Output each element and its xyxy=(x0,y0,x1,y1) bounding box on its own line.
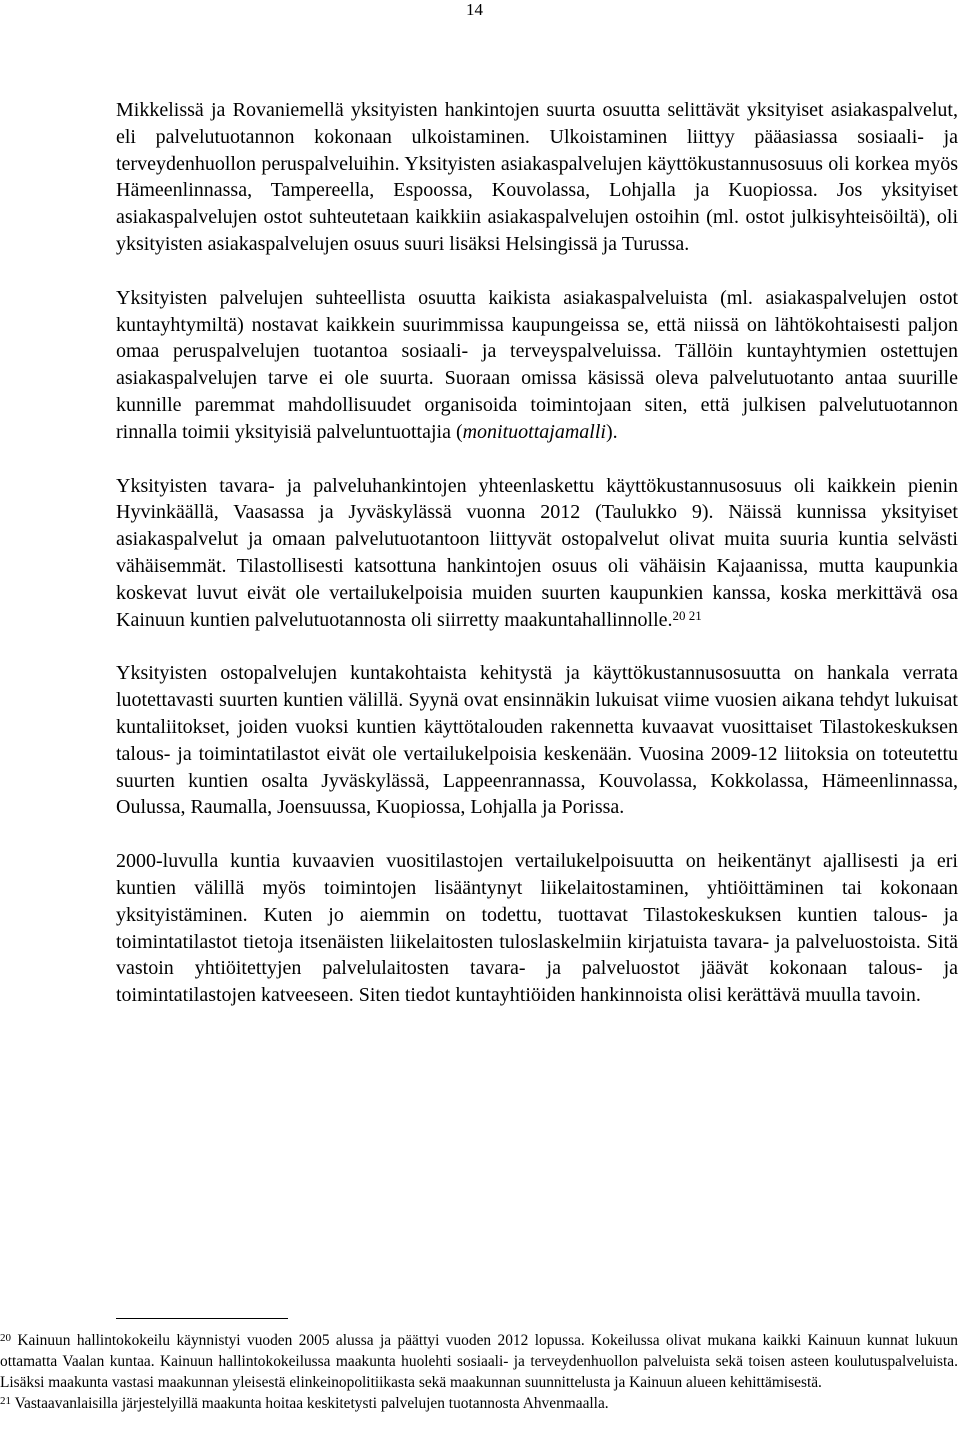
paragraph xyxy=(116,97,958,258)
footnote-marker: 21 xyxy=(0,1395,11,1407)
paragraph xyxy=(116,285,958,446)
footnote-reference[interactable]: 20 21 xyxy=(672,607,702,623)
paragraph xyxy=(116,473,958,634)
footnote-separator xyxy=(116,1318,288,1319)
paragraph-text: Yksityisten ostopalvelujen kuntakohtaista kehitystä ja käyttökustannusosuutta on hankala verrata luotettavasti suurten kuntien välillä. Syynä ovat ensinnäkin lukuisat viime vuosien aikana tehdyt lukuisat kuntaliitokset, joiden vuoksi kuntien käyttötalouden rakennetta kuvaavat vuosittaiset Tilastokeskuksen talous- ja toimintatilastot eivät ole vertailukelpoisia keskenään. Vuosina 2009-12 liitoksia on toteutettu suurten kuntien osalta Jyväskylässä, Lappeenrannassa, Kouvolassa, Kokkolassa, Hämeenlinnassa, Oulussa, Raumalla, Joensuussa, Kuopiossa, Lohjalla ja Porissa. xyxy=(116,662,958,819)
paragraph xyxy=(116,660,958,821)
paragraph-text: 2000-luvulla kuntia kuvaavien vuositilastojen vertailukelpoisuutta on heikentänyt ajallisesti ja eri kuntien välillä myös toimintojen lisääntynyt liikelaitostaminen, yhtiöittäminen tai kokonaan yksityistäminen. Kuten jo aiemmin on todettu, tuottavat Tilastokeskuksen kuntien talous- ja toimintatilastot tietoja itsenäisten liikelaitosten tuloslaskelmiin kirjatuista tavara- ja palveluostoista. Sitä vastoin yhtiöitettyjen palvelulaitosten tavara- ja palveluostot jäävät kokonaan talous- ja toimintatilastojen katveeseen. Siten tiedot kuntayhtiöiden hankinnoista olisi kerättävä muulla tavoin. xyxy=(116,850,958,1007)
paragraph-text: Mikkelissä ja Rovaniemellä yksityisten hankintojen suurta osuutta selittävät yksityiset asiakaspalvelut, eli palvelutuotannon kokonaan ulkoistaminen. Ulkoistaminen liittyy pääasiassa sosiaali- ja terveydenhuollon peruspalveluihin. Yksityisten asiakaspalvelujen käyttökustannusosuus oli korkea myös Hämeenlinnassa, Tampereella, Espoossa, Kouvolassa, Lohjalla ja Kuopiossa. Jos yksityiset asiakaspalvelujen ostot suhteutetaan kaikkiin asiakaspalvelujen ostoihin (ml. ostot julkisyhteisöiltä), oli yksityisten asiakaspalvelujen osuus suuri lisäksi Helsingissä ja Turussa. xyxy=(116,99,958,255)
footnote xyxy=(0,1330,958,1393)
paragraph xyxy=(116,848,958,1009)
footnote xyxy=(0,1393,958,1414)
italic-term: monituottajamalli xyxy=(462,420,606,443)
paragraph-text: Yksityisten palvelujen suhteellista osuutta kaikista asiakaspalveluista (ml. asiakaspalvelujen ostot kuntayhtymiltä) nostavat kaikkein suurimmissa kaupungeissa se, että niissä on lähtökohtaisesti paljon omaa peruspalvelujen tuotantoa sosiaali- ja terveyspalveluissa. Tällöin kuntayhtymien ostettujen asiakaspalvelujen tarve ei ole suurta. Suoraan omissa käsissä oleva palvelutuotanto antaa suurille kunnille paremmat mahdollisuudet organisoida toimintojaan siten, että julkisen palvelutuotannon rinnalla toimii yksityisiä palveluntuottajia ( xyxy=(116,286,958,443)
footnote-text: Vastaavanlaisilla järjestelyillä maakunta hoitaa keskitetysti palvelujen tuotannosta Ahvenmaalla. xyxy=(14,1395,609,1412)
footnote-marker: 20 xyxy=(0,1332,11,1344)
paragraph-tail: ). xyxy=(605,420,618,443)
page-number: 14 xyxy=(466,0,483,19)
paragraph-text: Yksityisten tavara- ja palveluhankintojen yhteenlaskettu käyttökustannusosuus oli kaikkein pienin Hyvinkäällä, Vaasassa ja Jyväskylässä vuonna 2012 (Taulukko 9). Näissä kunnissa yksityiset asiakaspalvelut ja omaan palvelutuotantoon liittyvät ostopalvelut olivat muita suuria kuntia selvästi vähäisemmät. Tilastollisesti katsottuna hankintojen osuus oli vähäisin Kajaanissa, mutta kaupunkia koskevat luvut eivät ole vertailukelpoisia muiden suurten kaupunkien kanssa, koska merkittävä osa Kainuun kuntien palvelutuotannosta oli siirretty maakuntahallinnolle. xyxy=(116,474,958,631)
body-text xyxy=(116,97,958,1009)
footnotes xyxy=(0,1330,958,1414)
footnote-text: Kainuun hallintokokeilu käynnistyi vuoden 2005 alussa ja päättyi vuoden 2012 lopussa. Kokeilussa olivat mukana kaikki Kainuun kunnat lukuun ottamatta Vaalan kuntaa. Kainuun hallintokokeilussa maakunta huolehti sosiaali- ja terveydenhuollon palveluista sekä toisen asteen koulutuspalveluista. Lisäksi maakunta vastasi maakunnan yleisestä elinkeinopolitiikasta sekä maakunnan suunnittelusta ja Kainuun alueen kehittämisestä. xyxy=(0,1332,958,1391)
